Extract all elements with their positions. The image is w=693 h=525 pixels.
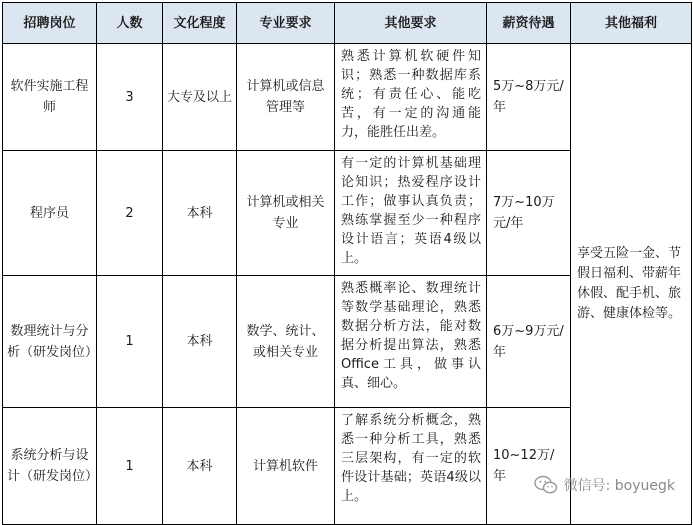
major-cell: 计算机软件 xyxy=(237,408,335,525)
count-cell: 3 xyxy=(97,44,163,151)
position-cell: 程序员 xyxy=(3,151,97,276)
education-cell: 本科 xyxy=(163,408,237,525)
education-cell: 本科 xyxy=(163,276,237,408)
requirements-cell: 熟悉计算机软硬件知识；熟悉一种数据库系统；有责任心、能吃苦，有一定的沟通能力，能胜任出差。 xyxy=(335,44,487,151)
wechat-icon xyxy=(534,475,558,495)
position-cell: 系统分析与设计（研发岗位） xyxy=(3,408,97,525)
count-cell: 2 xyxy=(97,151,163,276)
position-cell: 数理统计与分析（研发岗位） xyxy=(3,276,97,408)
header-requirements: 其他要求 xyxy=(335,3,487,44)
header-position: 招聘岗位 xyxy=(3,3,97,44)
salary-cell: 5万~8万元/年 xyxy=(487,44,571,151)
header-major: 专业要求 xyxy=(237,3,335,44)
wechat-watermark xyxy=(534,475,675,495)
requirements-cell: 了解系统分析概念，熟悉一种分析工具，熟悉三层架构，有一定的软件设计基础；英语4级以上。 xyxy=(335,408,487,525)
position-cell: 软件实施工程师 xyxy=(3,44,97,151)
requirements-cell: 熟悉概率论、数理统计等数学基础理论，熟悉数据分析方法，能对数据分析提出算法，熟悉Office工具，做事认真、细心。 xyxy=(335,276,487,408)
education-cell: 本科 xyxy=(163,151,237,276)
recruitment-table xyxy=(2,2,692,525)
header-benefits: 其他福利 xyxy=(571,3,692,44)
table-header-row xyxy=(3,3,692,44)
header-education: 文化程度 xyxy=(163,3,237,44)
education-cell: 大专及以上 xyxy=(163,44,237,151)
count-cell: 1 xyxy=(97,276,163,408)
header-salary: 薪资待遇 xyxy=(487,3,571,44)
salary-cell: 6万~9万元/年 xyxy=(487,276,571,408)
major-cell: 计算机或相关专业 xyxy=(237,151,335,276)
table-row xyxy=(3,44,692,151)
watermark-text: 微信号: boyuegk xyxy=(563,478,675,494)
major-cell: 数学、统计、或相关专业 xyxy=(237,276,335,408)
salary-cell: 7万~10万元/年 xyxy=(487,151,571,276)
major-cell: 计算机或信息管理等 xyxy=(237,44,335,151)
benefits-cell: 享受五险一金、节假日福利、带薪年休假、配手机、旅游、健康体检等。 xyxy=(571,44,692,525)
count-cell: 1 xyxy=(97,408,163,525)
header-count: 人数 xyxy=(97,3,163,44)
salary-cell: 10~12万/年 xyxy=(487,408,571,525)
requirements-cell: 有一定的计算机基础理论知识；热爱程序设计工作；做事认真负责；熟练掌握至少一种程序设计语言；英语4级以上。 xyxy=(335,151,487,276)
